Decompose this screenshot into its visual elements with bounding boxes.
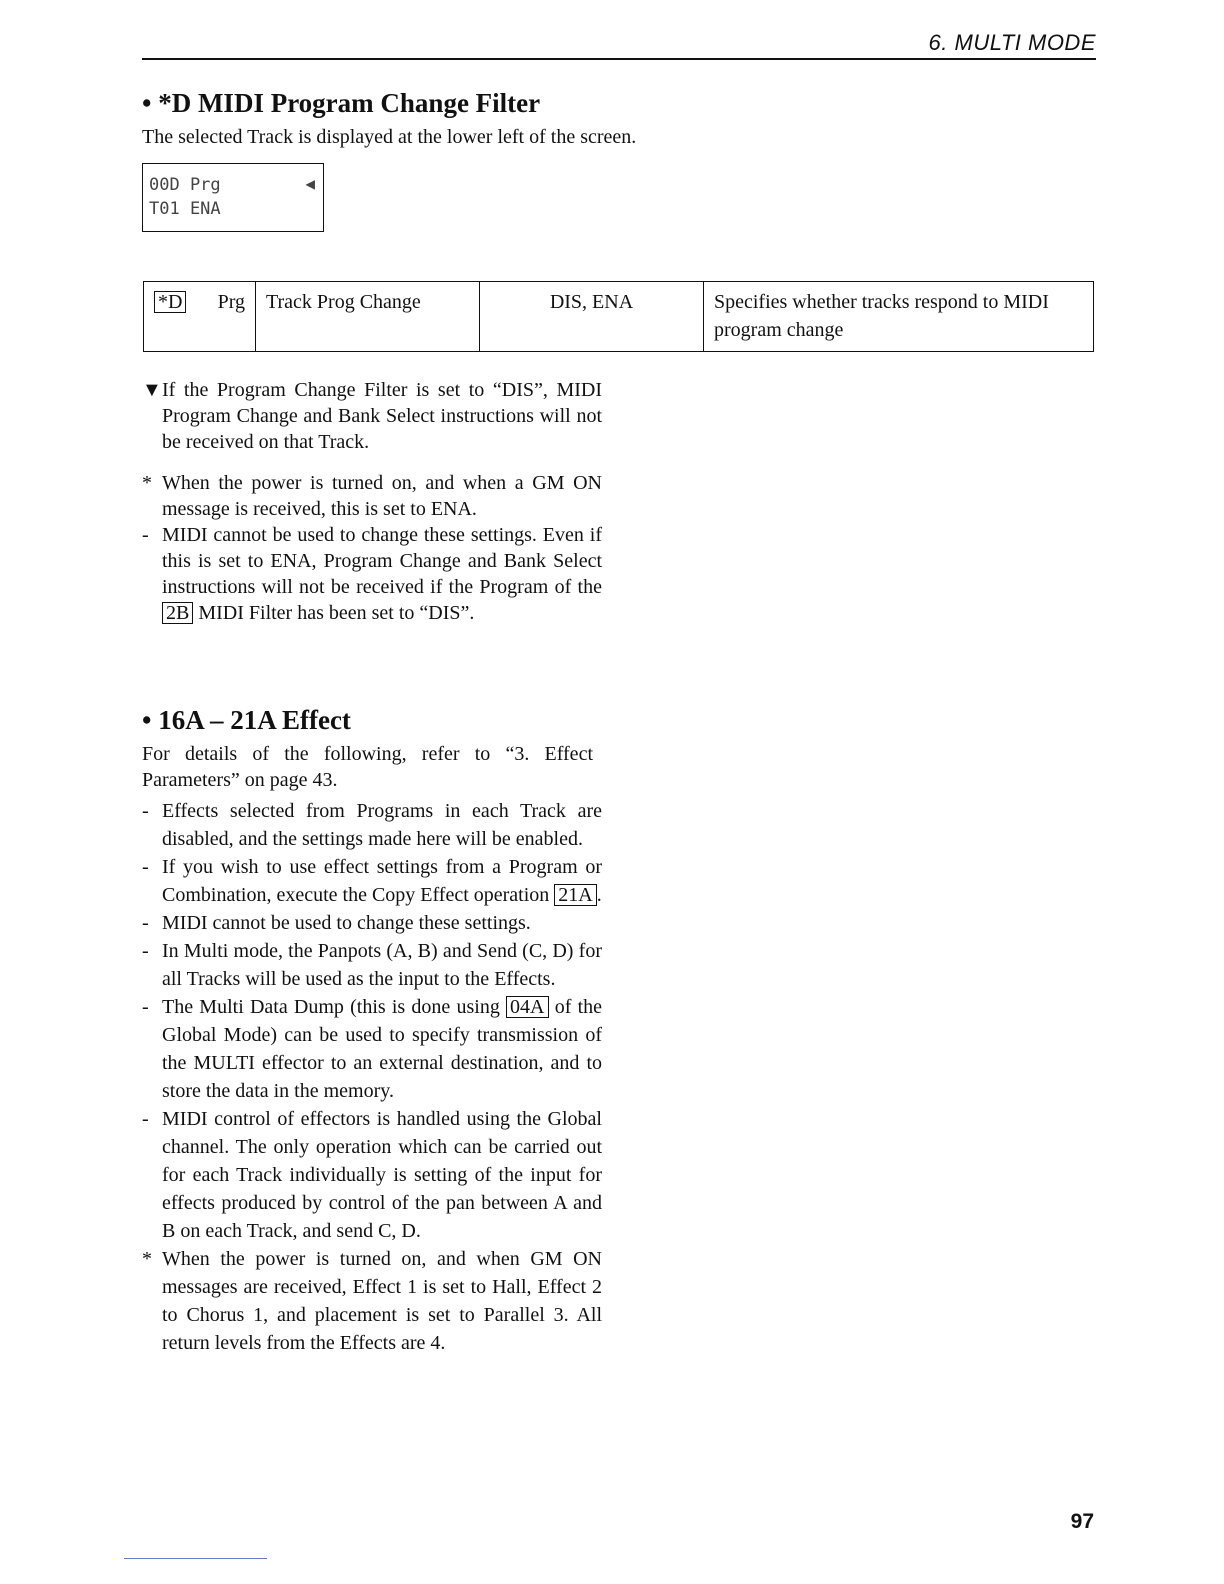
list-item-text: The Multi Data Dump (this is done using [162,996,500,1018]
list-marker: - [142,996,149,1018]
list-item-text: In Multi mode, the Panpots (A, B) and Send (C, D) for all Tracks will be used as the input to the Effects. [162,940,602,990]
warning-note-text: If the Program Change Filter is set to “DIS”, MIDI Program Change and Bank Select instructions will not be received on that Track. [162,379,602,453]
section-heading-program-change-filter: • *D MIDI Program Change Filter [142,88,541,118]
lcd-line-2: T01 ENA [149,199,221,219]
list-marker: - [142,912,149,934]
page-ref-box: 04A [506,996,548,1018]
list-item [142,797,602,853]
param-name-cell: Track Prog Change [256,282,480,352]
list-marker: - [142,800,149,822]
list-item-text: Effects selected from Programs in each Track are disabled, and the settings made here will be enabled. [162,800,602,850]
list-item-text-after: MIDI Filter has been set to “DIS”. [198,602,475,624]
list-item [142,1245,602,1357]
section-intro: For details of the following, refer to “3. Effect Parameters” on page 43. [142,743,593,791]
section-heading-effect: • 16A – 21A Effect [142,705,351,735]
list-item [142,937,602,993]
footer-rule [124,1558,267,1559]
list-item-text: MIDI cannot be used to change these settings. Even if this is set to ENA, Program Change and Bank Select instructions will not be received if the Program of the [162,524,602,598]
param-key-cell [144,282,256,352]
list-item-text: MIDI control of effectors is handled using the Global channel. The only operation which can be carried out for each Track individually is setting of the input for effects produced by control of the pan between A and B on each Track, and send C, D. [162,1108,602,1242]
section-intro: The selected Track is displayed at the lower left of the screen. [142,126,637,148]
param-abbr: Prg [217,291,245,313]
effect-notes [142,797,602,1357]
note-block [142,377,602,455]
param-key-box: *D [154,291,186,313]
lcd-line-1: 00D Prg [149,175,221,195]
param-range-cell: DIS, ENA [480,282,704,352]
program-filter-notes [142,470,602,626]
list-item-text-after: of the Global Mode) can be used to specify transmission of the MULTI effector to an external destination, and to store the data in the memory. [162,996,602,1102]
table-row [144,282,1094,352]
list-item [142,853,602,909]
list-item-text: When the power is turned on, and when GM ON messages are received, Effect 1 is set to Hall, Effect 2 to Chorus 1, and placement is set to Parallel 3. All return levels from the Effects are 4. [162,1248,602,1354]
list-item-text-after: . [596,884,602,906]
list-item [142,909,602,937]
header-rule [142,58,1096,60]
lcd-display [142,163,324,232]
list-marker: - [142,524,149,546]
list-item-text: When the power is turned on, and when a GM ON message is received, this is set to ENA. [162,472,602,520]
list-item [142,522,602,626]
warning-triangle-icon: ▼ [142,379,162,401]
list-marker: * [142,1248,152,1270]
list-marker: - [142,940,149,962]
list-item [142,993,602,1105]
list-marker: - [142,1108,149,1130]
page-ref-box: 2B [162,602,193,624]
parameter-table [143,281,1094,352]
running-header: 6. MULTI MODE [928,30,1096,55]
warning-note [142,377,602,455]
list-item [142,1105,602,1245]
list-marker: * [142,472,152,494]
list-item-text: If you wish to use effect settings from a Program or Combination, execute the Copy Effect operation [162,856,602,906]
param-description-cell: Specifies whether tracks respond to MIDI program change [704,282,1094,352]
page-ref-box: 21A [554,884,596,906]
lcd-cursor-icon: ◀ [305,174,315,193]
list-item-text: MIDI cannot be used to change these settings. [162,912,531,934]
list-marker: - [142,856,149,878]
list-item [142,470,602,522]
page-number: 97 [1070,1510,1094,1533]
